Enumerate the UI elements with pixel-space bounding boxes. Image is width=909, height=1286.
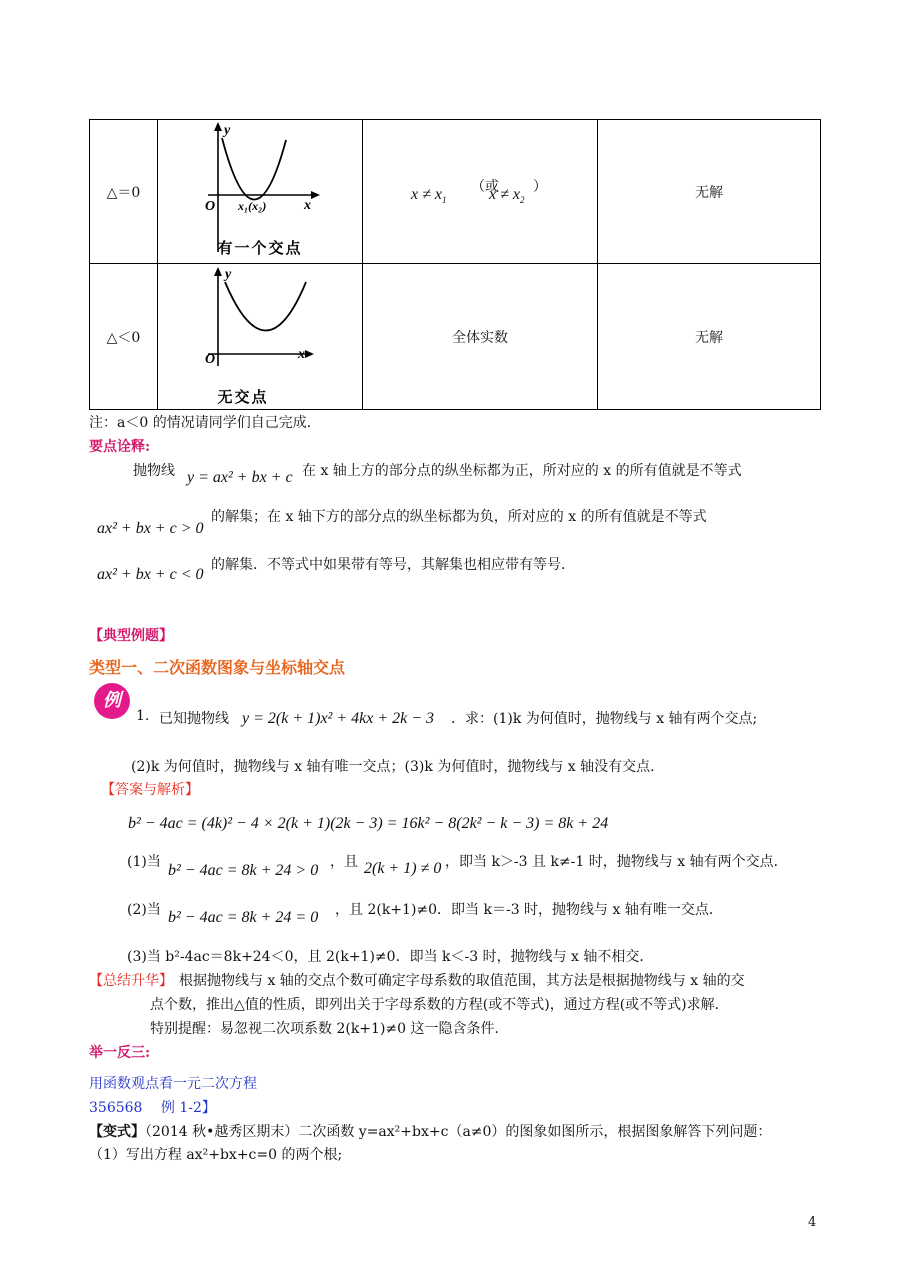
y-axis-label: y <box>225 267 232 282</box>
summary-label: 【总结升华】 <box>89 973 173 989</box>
type-heading: 类型一、二次函数图象与坐标轴交点 <box>89 658 346 677</box>
variant-label: 【变式】 <box>89 1124 145 1140</box>
graph-caption: 有一个交点 <box>217 239 303 257</box>
graph-cell <box>158 264 363 410</box>
variant-q1: （1）写出方程 ax²+bx+c=0 的两个根; <box>89 1147 343 1163</box>
summary-line1: 根据抛物线与 x 轴的交点个数可确定字母系数的取值范围，其方法是根据抛物线与 x 轴的交 <box>179 973 745 989</box>
case2-prefix: (2)当 <box>127 902 161 918</box>
note: 注：a＜0 的情况请同学们自己完成． <box>89 415 321 431</box>
parabola-no-intersection-graph <box>158 264 362 409</box>
problem-formula: y = 2(k + 1)x² + 4kx + 2k − 3 <box>242 710 435 727</box>
condition-cell <box>90 120 158 264</box>
lt-solution: 无解 <box>695 329 723 346</box>
video-ref[interactable]: 356568 例 1-2】 <box>89 1100 216 1116</box>
case1-prefix: (1)当 <box>127 854 161 870</box>
solution-close: ） <box>533 178 547 195</box>
key-points-heading: 要点诠释: <box>89 439 151 455</box>
case1-mid: ，且 <box>330 854 358 870</box>
parabola-tangent-graph <box>158 120 362 263</box>
case1-formula: b² − 4ac = 8k + 24 > 0 <box>168 862 319 879</box>
solution-a: $x \ne x_1$ <box>411 185 447 205</box>
condition-cell <box>90 264 158 410</box>
parabola-formula: y = ax² + bx + c <box>187 469 293 486</box>
problem-prefix: 已知抛物线 <box>159 711 229 727</box>
problem-line2: (2)k 为何值时，抛物线与 x 轴有唯一交点；(3)k 为何值时，抛物线与 x 轴没有交点． <box>131 759 665 775</box>
example-badge: 例 <box>94 683 130 719</box>
problem-line1: ．求：(1)k 为何值时，抛物线与 x 轴有两个交点; <box>451 711 758 727</box>
case2-suffix: ，且 2(k+1)≠0．即当 k＝-3 时，抛物线与 x 轴有唯一交点． <box>335 902 723 918</box>
examples-heading: 【典型例题】 <box>89 628 173 644</box>
problem-number: 1. <box>136 708 150 724</box>
gt-solution-cell <box>363 264 598 410</box>
root-label: x₁(x₂) <box>238 199 267 213</box>
case1-formula2: 2(k + 1) ≠ 0 <box>364 860 442 877</box>
variant-text: （2014 秋•越秀区期末）二次函数 y=ax²+bx+c（a≠0）的图象如图所示，根据图象解答下列问题： <box>145 1124 772 1140</box>
variant <box>89 1121 771 1141</box>
key-points-line2: 的解集；在 x 轴下方的部分点的纵坐标都为负，所对应的 x 的所有值就是不等式 <box>211 509 707 525</box>
summary-line2: 点个数，推出△值的性质，即列出关于字母系数的方程(或不等式)，通过方程(或不等式)求解． <box>150 997 729 1013</box>
case1-suffix: ，即当 k＞-3 且 k≠-1 时，抛物线与 x 轴有两个交点． <box>445 854 788 870</box>
key-points-line3: 的解集．不等式中如果带有等号，其解集也相应带有等号． <box>211 557 575 573</box>
x-axis-label: x <box>298 347 305 362</box>
origin-label: O <box>205 199 216 214</box>
summary-line3: 特别提醒：易忽视二次项系数 2(k+1)≠0 这一隐含条件． <box>150 1021 509 1037</box>
y-axis-label: y <box>224 123 231 138</box>
inequality-gt: ax² + bx + c > 0 <box>97 520 204 537</box>
origin-label: O <box>205 352 216 367</box>
video-link[interactable]: 用函数观点看一元二次方程 <box>89 1076 257 1092</box>
case2-formula: b² − 4ac = 8k + 24 = 0 <box>168 909 319 926</box>
key-points-prefix: 抛物线 <box>133 463 175 479</box>
x-axis-label: x <box>304 198 311 213</box>
discriminant-formula: b² − 4ac = (4k)² − 4 × 2(k + 1)(2k − 3) = 16k² − 8(2k² − k − 3) = 8k + 24 <box>128 815 609 832</box>
lt-solution: 无解 <box>695 184 723 201</box>
page-number: 4 <box>808 1215 817 1230</box>
gt-solution: 全体实数 <box>452 329 508 346</box>
gt-solution-cell <box>363 120 598 264</box>
graph-cell <box>158 120 363 264</box>
key-points-line1: 在 x 轴上方的部分点的纵坐标都为正，所对应的 x 的所有值就是不等式 <box>302 463 742 479</box>
answer-heading: 【答案与解析】 <box>101 782 199 798</box>
graph-caption: 无交点 <box>217 388 269 406</box>
lt-solution-cell <box>598 120 821 264</box>
inequality-lt: ax² + bx + c < 0 <box>97 566 204 583</box>
condition-label: △＝0 <box>106 184 141 201</box>
solution-or: （或 <box>471 178 499 195</box>
lt-solution-cell <box>598 264 821 410</box>
case3: (3)当 b²-4ac＝8k+24＜0，且 2(k+1)≠0．即当 k＜-3 时，抛物线与 x 轴不相交． <box>127 949 654 965</box>
condition-label: △＜0 <box>106 329 141 346</box>
practice-heading: 举一反三: <box>89 1045 151 1061</box>
solution-table <box>89 119 821 410</box>
solution-b: $x \ne x_2$ <box>489 185 525 205</box>
